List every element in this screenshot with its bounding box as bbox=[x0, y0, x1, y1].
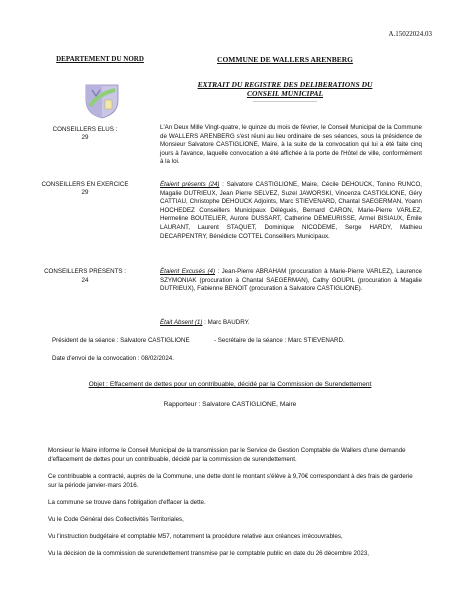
body-paragraph-2: Ce contribuable a contracté, auprès de la Commune, une dette dont le montant s'élève à 9,70€ correspondant à des frais de garderie sur la période janvier-mars 2016. bbox=[48, 473, 413, 489]
objet-text: Effacement de dettes pour un contribuable, décidé par la Commission de Surendettement bbox=[109, 381, 372, 388]
elus-count: 29 bbox=[81, 134, 89, 141]
elus-label: CONSEILLERS ELUS : bbox=[52, 126, 118, 133]
presents-label: CONSEILLERS PRESENTS : bbox=[44, 268, 126, 275]
excuses-list: : Jean-Pierre ABRAHAM (procuration à Marie-Pierre VARLEZ), Laurence SZYMONIAK (procuration à Chantal SAEGERMAN), Cathy GOUPIL (procuration à Magalie DUTRIEUX), Fabienne BENOIT (procuration à Salvatore CASTIGLIONE). bbox=[160, 268, 422, 293]
heading-separator: -------------------------------- bbox=[253, 99, 317, 105]
presents-list: : Salvatore CASTIGLIONE, Maire, Cécile DEHOUCK, Tonino RUNCO, Magalie DUTRIEUX, Jean Pierre SELVEZ, Suzel JAWORSKI, Vincenza CASTIGLIONE, Géry CATTIAU, Christophe DEHOUCK Adjoints, Marc STIEVENARD, Chantal SAEGERMAN, Yoann HOCHEDEZ Conseillers Municipaux Délégués, Bernard CARON, Marie-Pierre VARLEZ, Hermeline BOUTELIER, Aurore DUSSART, Catherine DEMEURISSE, Armel BISIAUX, Émile LAURANT, Laurent STAQUET, Dominique NICODEME, Serge HARDY, Mathieu DECARPENTRY, Bénédicte COTTEL Conseillers Municipaux. bbox=[160, 181, 422, 240]
objet-prefix: Objet : bbox=[88, 381, 110, 388]
president-line: Président de la séance : Salvatore CASTIGLIONE bbox=[52, 337, 190, 344]
presents-count: 24 bbox=[81, 277, 89, 284]
extrait-heading: EXTRAIT DU REGISTRE DES DELIBERATIONS DU CONSEIL MUNICIPAL bbox=[197, 80, 373, 98]
rapporteur-line: Rapporteur : Salvatore CASTIGLIONE, Maire bbox=[163, 401, 297, 408]
body-paragraph-3: La commune se trouve dans l'obligation d'effacer la dette. bbox=[48, 499, 206, 506]
commune-coat-of-arms-logo bbox=[82, 82, 122, 120]
absent-list: : Marc BAUDRY. bbox=[202, 319, 250, 326]
exercice-count: 29 bbox=[81, 189, 89, 196]
convocation-date: Date d'envoi de la convocation : 08/02/2024. bbox=[52, 355, 174, 362]
body-paragraph-4: Vu le Code Général des Collectivités Territoriales, bbox=[48, 516, 184, 523]
body-paragraph-1: Monsieur le Maire informe le Conseil Municipal de la transmission par le Service de Gestion Comptable de Wallers d'une demande d'effacement de dettes pour un contribuable, décidé par la commission de surendettement. bbox=[48, 447, 406, 463]
excuses-title: Étaient Excusés (4) bbox=[160, 268, 216, 275]
objet-line bbox=[30, 381, 430, 388]
presents-paragraph bbox=[160, 181, 422, 241]
excuses-paragraph bbox=[160, 268, 422, 294]
presents-title: Étaient présents (24) bbox=[160, 181, 220, 188]
absent-title: Était Absent (1) bbox=[160, 319, 203, 326]
secretaire-line: - Secrétaire de la séance : Marc STIEVENARD. bbox=[214, 337, 345, 344]
exercice-label: CONSEILLERS EN EXERCICE bbox=[41, 181, 129, 188]
document-reference: A.15022024.03 bbox=[388, 30, 432, 38]
absent-paragraph bbox=[160, 319, 422, 328]
department-heading: DEPARTEMENT DU NORD bbox=[56, 55, 144, 63]
body-paragraph-6: Vu la décision de la commission de surendettement transmise par le comptable public en date du 26 décembre 2023, bbox=[48, 550, 370, 557]
body-paragraph-5: Vu l'instruction budgétaire et comptable M57, notamment la procédure relative aux créances irrécouvrables, bbox=[48, 533, 343, 540]
session-intro: L'An Deux Mille Vingt-quatre, le quinze du mois de février, le Conseil Municipal de la Commune de WALLERS ARENBERG s'est réuni au lieu ordinaire de ses séances, sous la présidence de Monsieur Salvatore CASTIGLIONE, Maire, à la suite de la convocation qui lui a été faite cinq jours à l'avance, laquelle convocation a été affichée à la porte de l'Hôtel de ville, conformément à la loi. bbox=[160, 124, 422, 166]
commune-heading: COMMUNE DE WALLERS ARENBERG bbox=[217, 55, 353, 64]
